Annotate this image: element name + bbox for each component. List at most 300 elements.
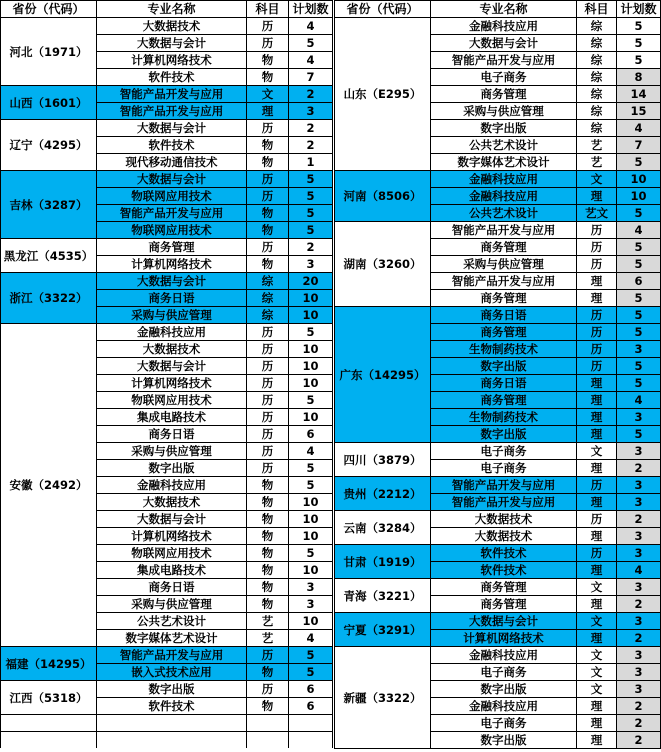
subject-cell: 历	[577, 307, 617, 324]
header-province: 省份（代码）	[335, 1, 431, 18]
table-row	[335, 222, 661, 239]
subject-cell: 理	[577, 596, 617, 613]
plan-cell: 10	[289, 375, 333, 392]
major-cell: 智能产品开发与应用	[431, 273, 577, 290]
plan-cell: 3	[289, 596, 333, 613]
subject-cell: 历	[247, 460, 289, 477]
plan-cell: 6	[289, 681, 333, 698]
major-cell: 金融科技应用	[431, 647, 577, 664]
subject-cell: 物	[247, 596, 289, 613]
subject-cell: 综	[247, 307, 289, 324]
plan-cell: 15	[617, 103, 661, 120]
province-cell: 黑龙江（4535）	[1, 239, 97, 273]
empty-cell	[97, 715, 247, 732]
subject-cell: 历	[247, 409, 289, 426]
header-row	[1, 1, 333, 18]
major-cell: 现代移动通信技术	[97, 154, 247, 171]
plan-cell: 10	[617, 171, 661, 188]
major-cell: 数字出版	[97, 681, 247, 698]
major-cell: 物联网应用技术	[97, 545, 247, 562]
subject-cell: 历	[247, 681, 289, 698]
plan-cell: 10	[289, 613, 333, 630]
table-row	[335, 579, 661, 596]
empty-cell	[247, 715, 289, 732]
province-cell: 河南（8506）	[335, 171, 431, 222]
table-row	[335, 511, 661, 528]
major-cell: 商务日语	[431, 307, 577, 324]
major-cell: 物联网应用技术	[97, 188, 247, 205]
subject-cell: 历	[577, 239, 617, 256]
plan-cell: 10	[289, 358, 333, 375]
subject-cell: 历	[577, 341, 617, 358]
plan-cell: 10	[289, 562, 333, 579]
subject-cell: 物	[247, 205, 289, 222]
table-row	[1, 324, 333, 341]
plan-cell: 5	[289, 222, 333, 239]
plan-cell: 2	[289, 239, 333, 256]
table-row	[335, 613, 661, 630]
major-cell: 智能产品开发与应用	[431, 494, 577, 511]
major-cell: 采购与供应管理	[431, 103, 577, 120]
header-row	[335, 1, 661, 18]
subject-cell: 理	[577, 494, 617, 511]
plan-cell: 4	[289, 52, 333, 69]
plan-cell: 5	[617, 256, 661, 273]
subject-cell: 物	[247, 579, 289, 596]
plan-cell: 3	[617, 647, 661, 664]
plan-cell: 10	[289, 528, 333, 545]
empty-cell	[247, 732, 289, 749]
subject-cell: 理	[577, 409, 617, 426]
major-cell: 智能产品开发与应用	[97, 103, 247, 120]
subject-cell: 理	[577, 392, 617, 409]
major-cell: 大数据与会计	[431, 35, 577, 52]
plan-cell: 5	[617, 426, 661, 443]
subject-cell: 历	[247, 358, 289, 375]
plan-cell: 4	[617, 120, 661, 137]
plan-cell: 2	[289, 137, 333, 154]
subject-cell: 文	[577, 579, 617, 596]
empty-cell	[1, 732, 97, 749]
enrollment-plan-table-right	[334, 0, 661, 749]
major-cell: 大数据与会计	[97, 171, 247, 188]
plan-cell: 5	[289, 188, 333, 205]
plan-cell: 2	[617, 698, 661, 715]
table-row	[335, 18, 661, 35]
major-cell: 计算机网络技术	[97, 375, 247, 392]
major-cell: 数字出版	[97, 460, 247, 477]
table-row	[1, 18, 333, 35]
plan-cell: 6	[289, 698, 333, 715]
plan-cell: 2	[617, 460, 661, 477]
subject-cell: 理	[577, 698, 617, 715]
major-cell: 智能产品开发与应用	[431, 477, 577, 494]
plan-cell: 5	[617, 52, 661, 69]
subject-cell: 历	[247, 647, 289, 664]
subject-cell: 理	[577, 715, 617, 732]
subject-cell: 历	[577, 256, 617, 273]
plan-cell: 10	[289, 409, 333, 426]
plan-cell: 3	[617, 545, 661, 562]
subject-cell: 综	[577, 103, 617, 120]
subject-cell: 历	[247, 324, 289, 341]
plan-cell: 5	[617, 205, 661, 222]
subject-cell: 物	[247, 52, 289, 69]
major-cell: 数字出版	[431, 120, 577, 137]
plan-cell: 5	[289, 477, 333, 494]
subject-cell: 理	[577, 188, 617, 205]
province-cell: 辽宁（4295）	[1, 120, 97, 171]
plan-cell: 3	[617, 579, 661, 596]
header-province: 省份（代码）	[1, 1, 97, 18]
province-cell: 青海（3221）	[335, 579, 431, 613]
major-cell: 生物制药技术	[431, 409, 577, 426]
subject-cell: 历	[247, 171, 289, 188]
header-plan: 计划数	[617, 1, 661, 18]
subject-cell: 文	[577, 613, 617, 630]
subject-cell: 理	[577, 290, 617, 307]
subject-cell: 物	[247, 137, 289, 154]
major-cell: 电子商务	[431, 460, 577, 477]
subject-cell: 理	[577, 630, 617, 647]
major-cell: 计算机网络技术	[97, 528, 247, 545]
province-cell: 宁夏（3291）	[335, 613, 431, 647]
plan-cell: 5	[289, 324, 333, 341]
major-cell: 金融科技应用	[97, 477, 247, 494]
major-cell: 金融科技应用	[431, 188, 577, 205]
major-cell: 数字出版	[431, 358, 577, 375]
plan-cell: 8	[617, 69, 661, 86]
major-cell: 物联网应用技术	[97, 222, 247, 239]
major-cell: 金融科技应用	[431, 698, 577, 715]
table-row	[1, 171, 333, 188]
subject-cell: 理	[577, 426, 617, 443]
empty-row	[1, 732, 333, 749]
plan-cell: 4	[617, 562, 661, 579]
major-cell: 软件技术	[431, 545, 577, 562]
plan-cell: 3	[617, 664, 661, 681]
subject-cell: 艺文	[577, 205, 617, 222]
major-cell: 金融科技应用	[97, 324, 247, 341]
plan-cell: 4	[289, 630, 333, 647]
subject-cell: 历	[247, 443, 289, 460]
header-major: 专业名称	[431, 1, 577, 18]
subject-cell: 文	[247, 86, 289, 103]
plan-cell: 5	[617, 290, 661, 307]
major-cell: 公共艺术设计	[431, 137, 577, 154]
subject-cell: 历	[577, 358, 617, 375]
subject-cell: 历	[577, 222, 617, 239]
plan-cell: 2	[617, 630, 661, 647]
subject-cell: 物	[247, 511, 289, 528]
major-cell: 软件技术	[431, 562, 577, 579]
plan-cell: 5	[289, 647, 333, 664]
major-cell: 商务管理	[431, 290, 577, 307]
province-cell: 安徽（2492）	[1, 324, 97, 647]
major-cell: 生物制药技术	[431, 341, 577, 358]
province-cell: 湖南（3260）	[335, 222, 431, 307]
province-cell: 河北（1971）	[1, 18, 97, 86]
subject-cell: 历	[247, 35, 289, 52]
subject-cell: 历	[577, 511, 617, 528]
plan-cell: 5	[617, 358, 661, 375]
major-cell: 大数据与会计	[97, 358, 247, 375]
subject-cell: 理	[577, 460, 617, 477]
major-cell: 大数据与会计	[97, 120, 247, 137]
table-row	[335, 647, 661, 664]
subject-cell: 物	[247, 528, 289, 545]
subject-cell: 艺	[577, 154, 617, 171]
subject-cell: 物	[247, 562, 289, 579]
header-major: 专业名称	[97, 1, 247, 18]
plan-cell: 2	[289, 86, 333, 103]
province-cell: 贵州（2212）	[335, 477, 431, 511]
plan-cell: 5	[289, 35, 333, 52]
major-cell: 大数据与会计	[97, 273, 247, 290]
subject-cell: 历	[247, 120, 289, 137]
major-cell: 电子商务	[431, 69, 577, 86]
plan-cell: 2	[617, 715, 661, 732]
major-cell: 智能产品开发与应用	[97, 86, 247, 103]
subject-cell: 文	[577, 171, 617, 188]
province-cell: 江西（5318）	[1, 681, 97, 715]
major-cell: 智能产品开发与应用	[97, 647, 247, 664]
major-cell: 商务管理	[97, 239, 247, 256]
plan-cell: 3	[617, 613, 661, 630]
province-cell: 山西（1601）	[1, 86, 97, 120]
plan-cell: 5	[289, 545, 333, 562]
subject-cell: 物	[247, 698, 289, 715]
major-cell: 公共艺术设计	[431, 205, 577, 222]
province-cell: 新疆（3322）	[335, 647, 431, 749]
subject-cell: 理	[577, 562, 617, 579]
plan-cell: 20	[289, 273, 333, 290]
subject-cell: 文	[577, 681, 617, 698]
left-table-body	[1, 18, 333, 749]
plan-cell: 6	[289, 426, 333, 443]
subject-cell: 物	[247, 256, 289, 273]
major-cell: 大数据技术	[431, 511, 577, 528]
subject-cell: 文	[577, 647, 617, 664]
plan-cell: 10	[289, 307, 333, 324]
major-cell: 嵌入式技术应用	[97, 664, 247, 681]
subject-cell: 综	[577, 18, 617, 35]
subject-cell: 历	[247, 239, 289, 256]
major-cell: 商务日语	[431, 375, 577, 392]
plan-cell: 3	[617, 409, 661, 426]
plan-cell: 5	[617, 239, 661, 256]
subject-cell: 历	[247, 341, 289, 358]
subject-cell: 历	[247, 375, 289, 392]
plan-cell: 3	[289, 103, 333, 120]
subject-cell: 理	[577, 273, 617, 290]
plan-cell: 6	[617, 273, 661, 290]
subject-cell: 物	[247, 477, 289, 494]
subject-cell: 艺	[247, 630, 289, 647]
plan-cell: 2	[617, 596, 661, 613]
plan-cell: 14	[617, 86, 661, 103]
subject-cell: 历	[247, 426, 289, 443]
province-cell: 云南（3284）	[335, 511, 431, 545]
plan-cell: 2	[617, 511, 661, 528]
plan-cell: 5	[617, 324, 661, 341]
major-cell: 集成电路技术	[97, 562, 247, 579]
subject-cell: 综	[577, 120, 617, 137]
subject-cell: 理	[247, 103, 289, 120]
plan-cell: 4	[617, 222, 661, 239]
major-cell: 大数据与会计	[97, 35, 247, 52]
major-cell: 电子商务	[431, 443, 577, 460]
major-cell: 数字媒体艺术设计	[431, 154, 577, 171]
plan-cell: 10	[289, 290, 333, 307]
major-cell: 采购与供应管理	[97, 443, 247, 460]
table-row	[1, 273, 333, 290]
major-cell: 商务管理	[431, 596, 577, 613]
subject-cell: 综	[247, 290, 289, 307]
subject-cell: 艺	[247, 613, 289, 630]
table-row	[1, 86, 333, 103]
major-cell: 智能产品开发与应用	[97, 205, 247, 222]
subject-cell: 文	[577, 443, 617, 460]
plan-cell: 10	[617, 188, 661, 205]
province-cell: 山东（E295）	[335, 18, 431, 171]
major-cell: 大数据与会计	[97, 511, 247, 528]
table-row	[1, 647, 333, 664]
major-cell: 集成电路技术	[97, 409, 247, 426]
major-cell: 计算机网络技术	[431, 630, 577, 647]
empty-row	[1, 715, 333, 732]
province-cell: 甘肃（1919）	[335, 545, 431, 579]
plan-cell: 5	[617, 18, 661, 35]
empty-cell	[289, 732, 333, 749]
major-cell: 软件技术	[97, 137, 247, 154]
table-row	[1, 681, 333, 698]
header-subject: 科目	[247, 1, 289, 18]
empty-cell	[289, 715, 333, 732]
subject-cell: 综	[577, 69, 617, 86]
province-cell: 福建（14295）	[1, 647, 97, 681]
subject-cell: 综	[577, 86, 617, 103]
plan-cell: 3	[289, 579, 333, 596]
header-plan: 计划数	[289, 1, 333, 18]
major-cell: 采购与供应管理	[97, 596, 247, 613]
major-cell: 智能产品开发与应用	[431, 222, 577, 239]
plan-cell: 5	[289, 664, 333, 681]
major-cell: 物联网应用技术	[97, 392, 247, 409]
major-cell: 商务管理	[431, 324, 577, 341]
major-cell: 大数据与会计	[431, 613, 577, 630]
major-cell: 采购与供应管理	[97, 307, 247, 324]
major-cell: 大数据技术	[97, 494, 247, 511]
plan-cell: 3	[617, 341, 661, 358]
table-row	[335, 545, 661, 562]
province-cell: 浙江（3322）	[1, 273, 97, 324]
major-cell: 智能产品开发与应用	[431, 52, 577, 69]
major-cell: 金融科技应用	[431, 171, 577, 188]
subject-cell: 理	[577, 528, 617, 545]
plan-cell: 7	[289, 69, 333, 86]
subject-cell: 综	[577, 52, 617, 69]
plan-cell: 3	[289, 256, 333, 273]
plan-cell: 5	[289, 460, 333, 477]
major-cell: 电子商务	[431, 664, 577, 681]
plan-cell: 2	[289, 120, 333, 137]
plan-cell: 1	[289, 154, 333, 171]
plan-cell: 3	[617, 494, 661, 511]
subject-cell: 历	[247, 18, 289, 35]
plan-cell: 5	[617, 307, 661, 324]
major-cell: 商务管理	[431, 86, 577, 103]
table-row	[1, 120, 333, 137]
major-cell: 软件技术	[97, 69, 247, 86]
plan-cell: 7	[617, 137, 661, 154]
subject-cell: 历	[247, 392, 289, 409]
right-table-body	[335, 18, 661, 749]
major-cell: 公共艺术设计	[97, 613, 247, 630]
table-row	[335, 171, 661, 188]
plan-cell: 3	[617, 681, 661, 698]
table-row	[1, 239, 333, 256]
subject-cell: 物	[247, 545, 289, 562]
major-cell: 计算机网络技术	[97, 52, 247, 69]
table-row	[335, 307, 661, 324]
major-cell: 软件技术	[97, 698, 247, 715]
major-cell: 电子商务	[431, 715, 577, 732]
subject-cell: 物	[247, 69, 289, 86]
major-cell: 商务日语	[97, 579, 247, 596]
empty-cell	[97, 732, 247, 749]
subject-cell: 历	[577, 477, 617, 494]
subject-cell: 综	[247, 273, 289, 290]
plan-cell: 5	[289, 205, 333, 222]
province-cell: 广东（14295）	[335, 307, 431, 443]
major-cell: 金融科技应用	[431, 18, 577, 35]
header-subject: 科目	[577, 1, 617, 18]
major-cell: 商务日语	[97, 290, 247, 307]
major-cell: 大数据技术	[97, 341, 247, 358]
plan-cell: 10	[289, 341, 333, 358]
subject-cell: 历	[577, 545, 617, 562]
plan-cell: 5	[617, 375, 661, 392]
plan-cell: 10	[289, 511, 333, 528]
major-cell: 数字媒体艺术设计	[97, 630, 247, 647]
subject-cell: 文	[577, 664, 617, 681]
plan-cell: 5	[617, 154, 661, 171]
plan-cell: 4	[289, 18, 333, 35]
major-cell: 商务管理	[431, 239, 577, 256]
plan-cell: 3	[617, 443, 661, 460]
table-row	[335, 443, 661, 460]
major-cell: 商务管理	[431, 579, 577, 596]
plan-cell: 2	[617, 732, 661, 749]
major-cell: 计算机网络技术	[97, 256, 247, 273]
major-cell: 商务管理	[431, 392, 577, 409]
subject-cell: 综	[577, 35, 617, 52]
subject-cell: 艺	[577, 137, 617, 154]
plan-cell: 4	[617, 392, 661, 409]
empty-cell	[1, 715, 97, 732]
plan-cell: 5	[289, 392, 333, 409]
subject-cell: 历	[247, 188, 289, 205]
plan-cell: 5	[617, 35, 661, 52]
major-cell: 采购与供应管理	[431, 256, 577, 273]
subject-cell: 理	[577, 375, 617, 392]
plan-cell: 3	[617, 528, 661, 545]
major-cell: 数字出版	[431, 732, 577, 749]
major-cell: 大数据技术	[431, 528, 577, 545]
plan-cell: 3	[617, 477, 661, 494]
table-row	[335, 477, 661, 494]
